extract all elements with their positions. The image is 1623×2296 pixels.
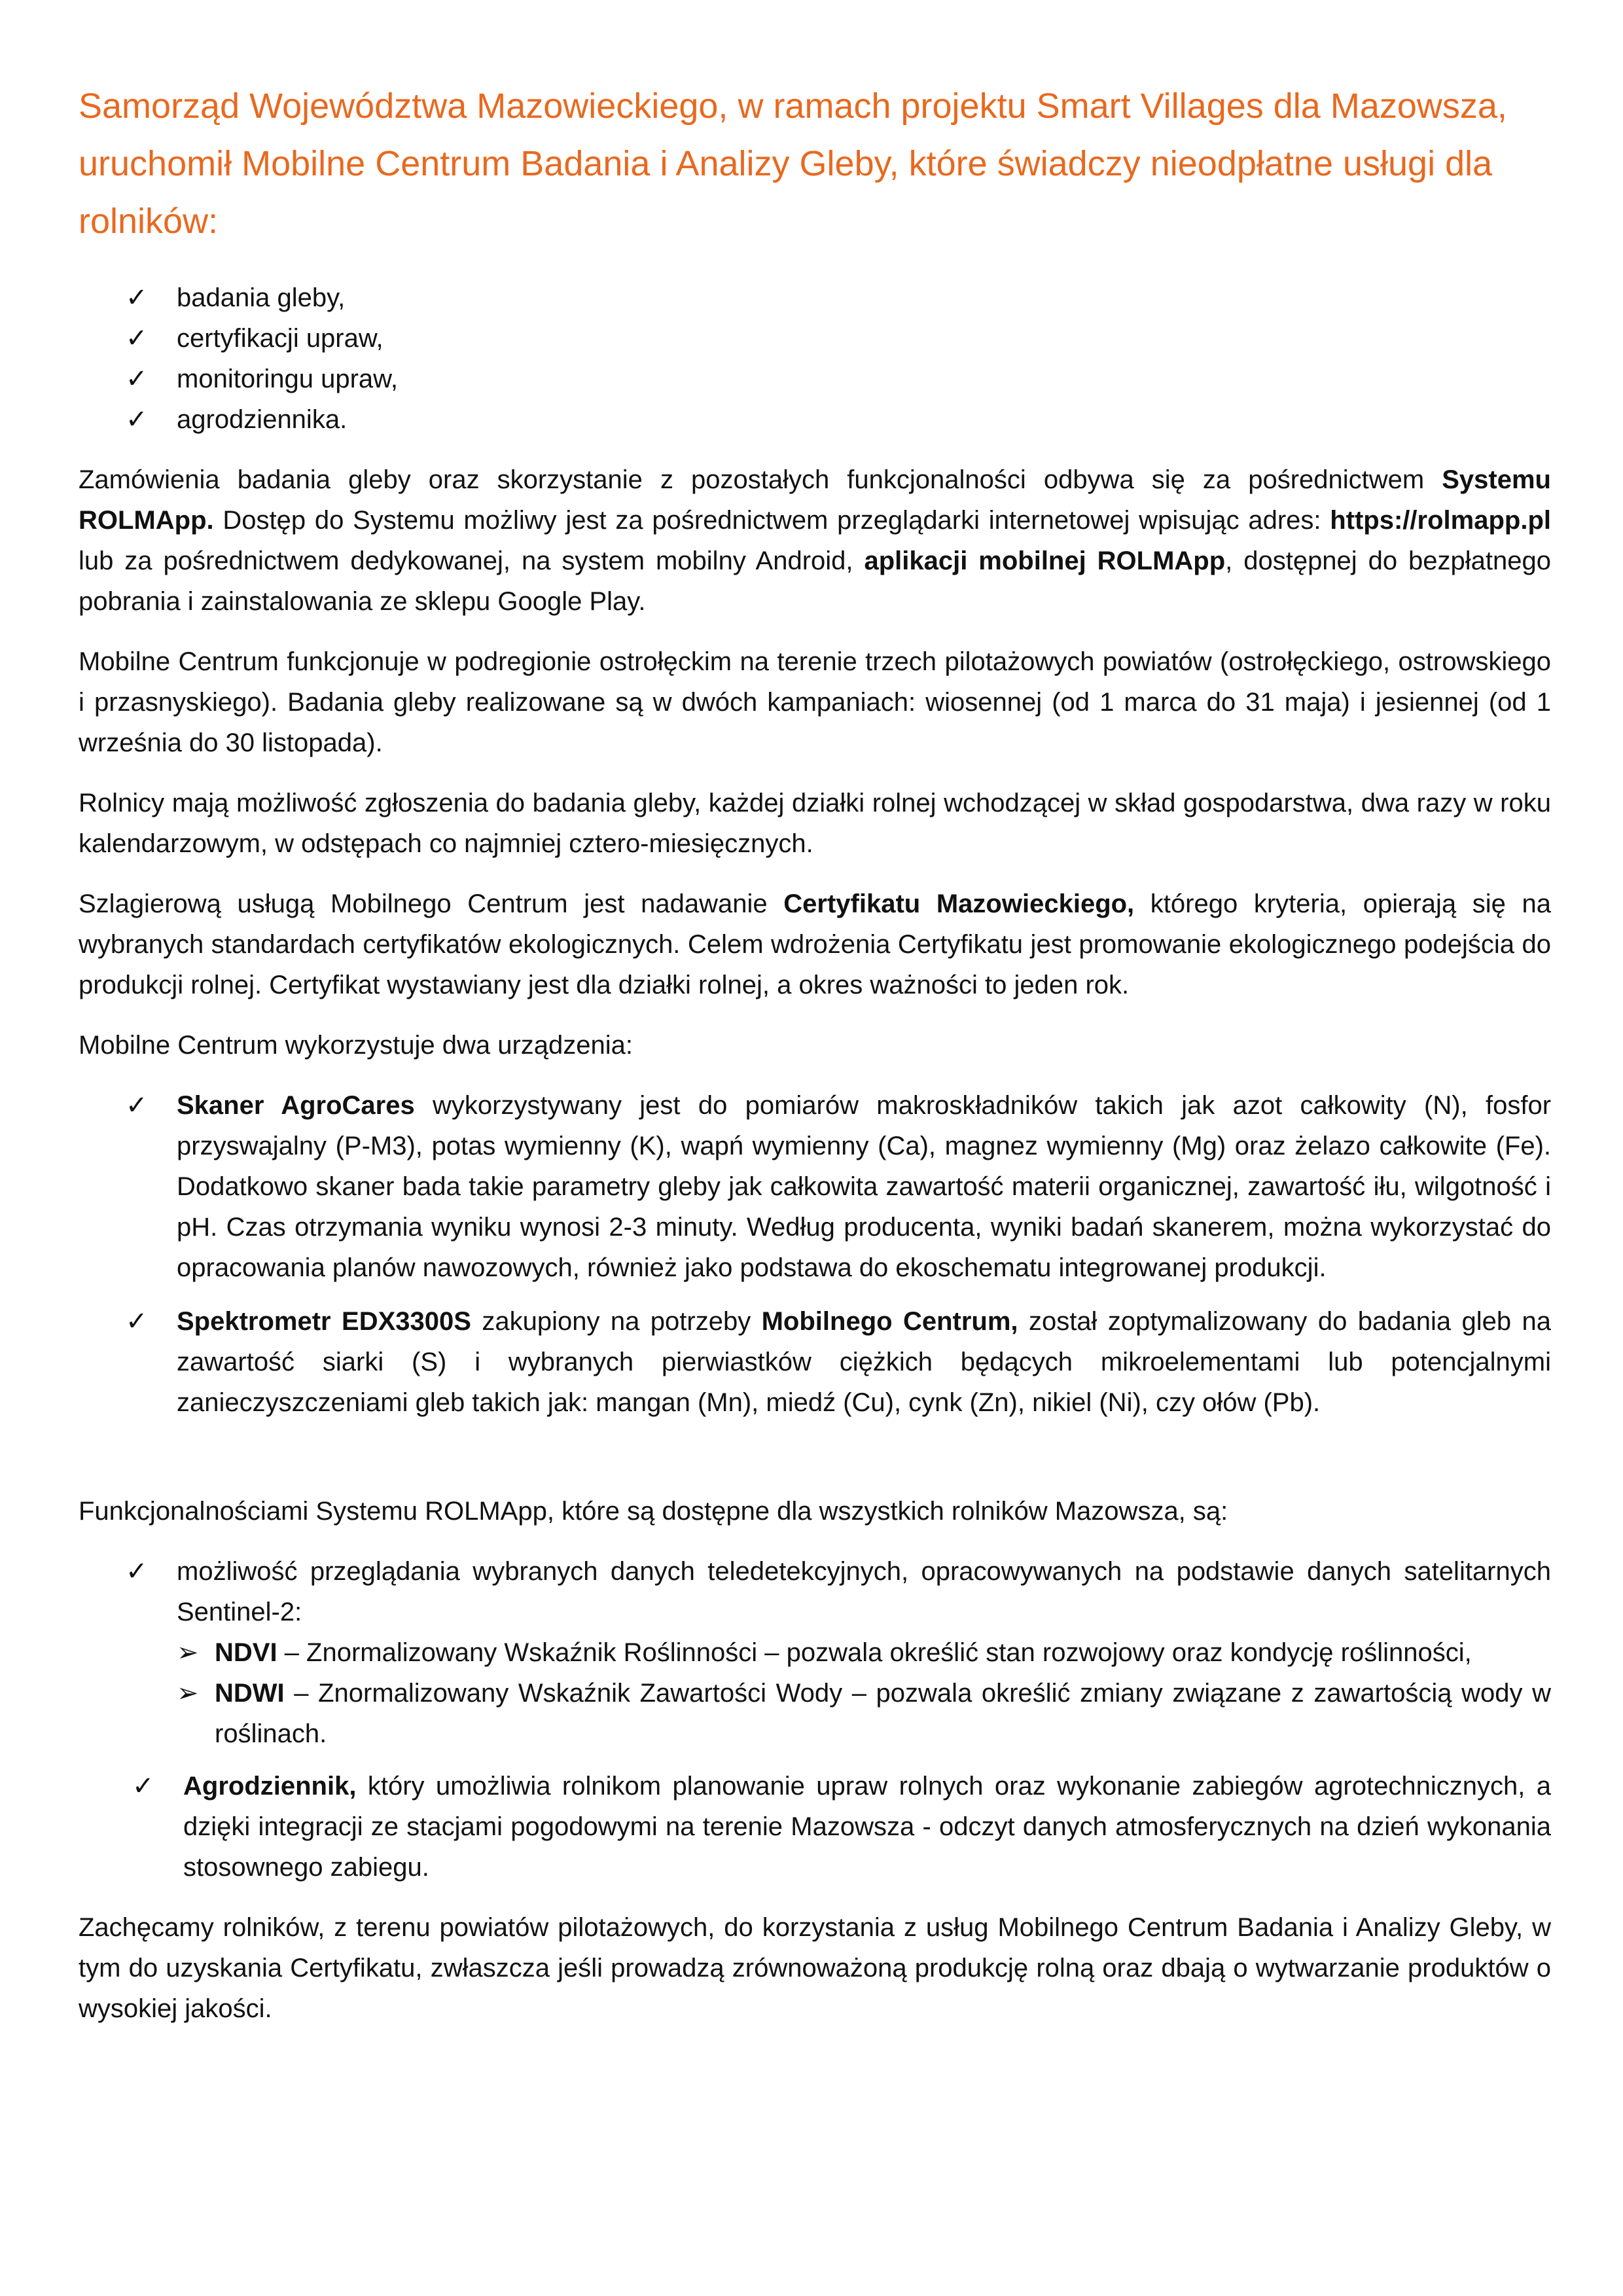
checkmark-icon: ✓	[126, 1307, 148, 1336]
list-item-ndwi: ➢ NDWI – Znormalizowany Wskaźnik Zawartości Wody – pozwala określić zmiany związane z zawartością wody w roślinach.	[177, 1673, 1551, 1754]
paragraph-certificate: Szlagierową usługą Mobilnego Centrum jest nadawanie Certyfikatu Mazowieckiego, którego kryteria, opierają się na wybranych standardach certyfikatów ekologicznych. Celem wdrożenia Certyfikatu jest promowanie ekologicznego podejścia do produkcji rolnej. Certyfikat wystawiany jest dla działki rolnej, a okres ważności to jeden rok.	[79, 889, 1551, 999]
list-item: ✓ badania gleby,	[79, 278, 1551, 318]
list-item: ✓ certyfikacji upraw,	[79, 318, 1551, 359]
checkmark-icon: ✓	[126, 1091, 148, 1120]
satellite-indices-list	[177, 1632, 1551, 1754]
list-item-ndvi: ➢ NDVI – Znormalizowany Wskaźnik Roślinności – pozwala określić stan rozwojowy oraz kondycję roślinności,	[177, 1632, 1551, 1673]
checkmark-icon: ✓	[132, 1772, 154, 1801]
paragraph-ordering: Zamówienia badania gleby oraz skorzystanie z pozostałych funkcjonalności odbywa się za pośrednictwem Systemu ROLMApp. Dostęp do Systemu możliwy jest za pośrednictwem przeglądarki internetowej wpisując adres: https://rolmapp.pl lub za pośrednictwem dedykowanej, na system mobilny Android, aplikacji mobilnej ROLMApp, dostępnej do bezpłatnego pobrania i zainstalowania ze sklepu Google Play.	[79, 465, 1552, 616]
arrow-bullet-icon: ➢	[177, 1679, 199, 1708]
paragraph-functions-intro: Funkcjonalnościami Systemu ROLMApp, które są dostępne dla wszystkich rolników Mazowsza, są:	[79, 1497, 1228, 1526]
page-title: Samorząd Województwa Mazowieckiego, w ramach projektu Smart Villages dla Mazowsza, uruchomił Mobilne Centrum Badania i Analizy Gleby, które świadczy nieodpłatne usługi dla rolników:	[79, 86, 1507, 241]
checkmark-icon: ✓	[126, 324, 148, 353]
rolmapp-url: https://rolmapp.pl	[1330, 506, 1551, 535]
checkmark-icon: ✓	[126, 1557, 148, 1586]
list-item-agrodziennik: ✓ Agrodziennik, który umożliwia rolnikom planowanie upraw rolnych oraz wykonanie zabiegów agrotechnicznych, a dzięki integracji ze stacjami pogodowymi na terenie Mazowsza - odczyt danych atmosferycznych na dzień wykonania stosownego zabiegu.	[79, 1766, 1551, 1888]
functions-list	[79, 1551, 1551, 1888]
paragraph-region: Mobilne Centrum funkcjonuje w podregionie ostrołęckim na terenie trzech pilotażowych powiatów (ostrołęckiego, ostrowskiego i przasnyskiego). Badania gleby realizowane są w dwóch kampaniach: wiosennej (od 1 marca do 31 maja) i jesiennej (od 1 września do 30 listopada).	[79, 647, 1551, 757]
devices-list	[79, 1085, 1551, 1423]
document-page	[79, 77, 1551, 2049]
paragraph-devices-intro: Mobilne Centrum wykorzystuje dwa urządzenia:	[79, 1031, 633, 1060]
list-item: ✓ monitoringu upraw,	[79, 359, 1551, 399]
list-item-spectrometer: ✓ Spektrometr EDX3300S zakupiony na potrzeby Mobilnego Centrum, został zoptymalizowany do badania gleb na zawartość siarki (S) i wybranych pierwiastków ciężkich będących mikroelementami lub potencjalnymi zanieczyszczeniami gleb takich jak: mangan (Mn), miedź (Cu), cynk (Zn), nikiel (Ni), czy ołów (Pb).	[79, 1301, 1551, 1423]
checkmark-icon: ✓	[126, 283, 148, 312]
checkmark-icon: ✓	[126, 405, 148, 434]
paragraph-closing: Zachęcamy rolników, z terenu powiatów pilotażowych, do korzystania z usług Mobilnego Centrum Badania i Analizy Gleby, w tym do uzyskania Certyfikatu, zwłaszcza jeśli prowadzą zrównoważoną produkcję rolną oraz dbają o wytwarzanie produktów o wysokiej jakości.	[79, 1913, 1551, 2023]
arrow-bullet-icon: ➢	[177, 1638, 199, 1667]
paragraph-frequency: Rolnicy mają możliwość zgłoszenia do badania gleby, każdej działki rolnej wchodzącej w skład gospodarstwa, dwa razy w roku kalendarzowym, w odstępach co najmniej cztero-miesięcznych.	[79, 789, 1551, 858]
list-item-satellite-data: ✓ możliwość przeglądania wybranych danych teledetekcyjnych, opracowywanych na podstawie danych satelitarnych Sentinel-2: ➢ NDVI – Znormalizowany Wskaźnik Roślinności – pozwala określić stan rozwojowy oraz kondycję roślinności, ➢ NDWI – Znormalizowany Wskaźnik Zawartości Wody – pozwala określić zmiany związane z zawartością wody w roślinach.	[79, 1551, 1551, 1754]
list-item-scanner: ✓ Skaner AgroCares wykorzystywany jest do pomiarów makroskładników takich jak azot całkowity (N), fosfor przyswajalny (P-M3), potas wymienny (K), wapń wymienny (Ca), magnez wymienny (Mg) oraz żelazo całkowite (Fe). Dodatkowo skaner bada takie parametry gleby jak całkowita zawartość materii organicznej, zawartość iłu, wilgotność i pH. Czas otrzymania wyniku wynosi 2-3 minuty. Według producenta, wyniki badań skanerem, można wykorzystać do opracowania planów nawozowych, również jako podstawa do ekoschematu integrowanej produkcji.	[79, 1085, 1551, 1288]
services-list	[79, 278, 1551, 440]
list-item: ✓ agrodziennika.	[79, 399, 1551, 440]
checkmark-icon: ✓	[126, 365, 148, 393]
